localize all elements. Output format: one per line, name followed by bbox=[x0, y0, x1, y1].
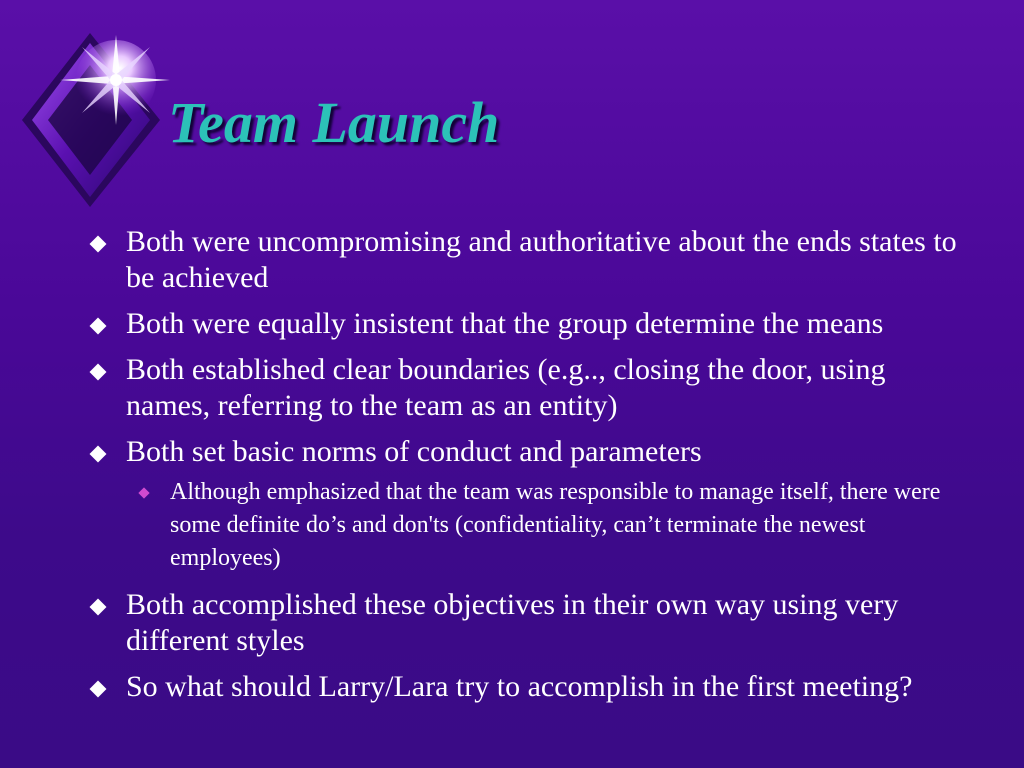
bullet-item bbox=[88, 224, 968, 296]
bullet-item bbox=[88, 587, 968, 659]
bullet-text: Both were equally insistent that the group determine the means bbox=[126, 307, 884, 340]
bullet-list bbox=[88, 224, 968, 715]
diamond-bullet-icon bbox=[90, 318, 107, 335]
bullet-item bbox=[88, 306, 968, 342]
diamond-bullet-icon bbox=[90, 599, 107, 616]
small-diamond-bullet-icon bbox=[138, 487, 149, 498]
bullet-item bbox=[88, 434, 968, 470]
slide-title: Team Launch bbox=[168, 90, 500, 155]
sub-bullet-text: Although emphasized that the team was responsible to manage itself, there were some definite do’s and don'ts (confidentiality, can’t terminate the newest employees) bbox=[170, 479, 941, 571]
bullet-text: Both accomplished these objectives in their own way using very different styles bbox=[126, 588, 899, 657]
bullet-text: Both set basic norms of conduct and parameters bbox=[126, 435, 702, 468]
diamond-bullet-icon bbox=[90, 236, 107, 253]
bullet-text: Both were uncompromising and authoritative about the ends states to be achieved bbox=[126, 225, 957, 294]
bullet-item bbox=[88, 352, 968, 424]
diamond-bullet-icon bbox=[90, 681, 107, 698]
diamond-bullet-icon bbox=[90, 446, 107, 463]
bullet-text: So what should Larry/Lara try to accomplish in the first meeting? bbox=[126, 670, 913, 703]
sub-bullet-item bbox=[134, 476, 968, 575]
diamond-bullet-icon bbox=[90, 364, 107, 381]
bullet-text: Both established clear boundaries (e.g.., closing the door, using names, referring to the team as an entity) bbox=[126, 353, 886, 422]
bullet-item bbox=[88, 669, 968, 705]
